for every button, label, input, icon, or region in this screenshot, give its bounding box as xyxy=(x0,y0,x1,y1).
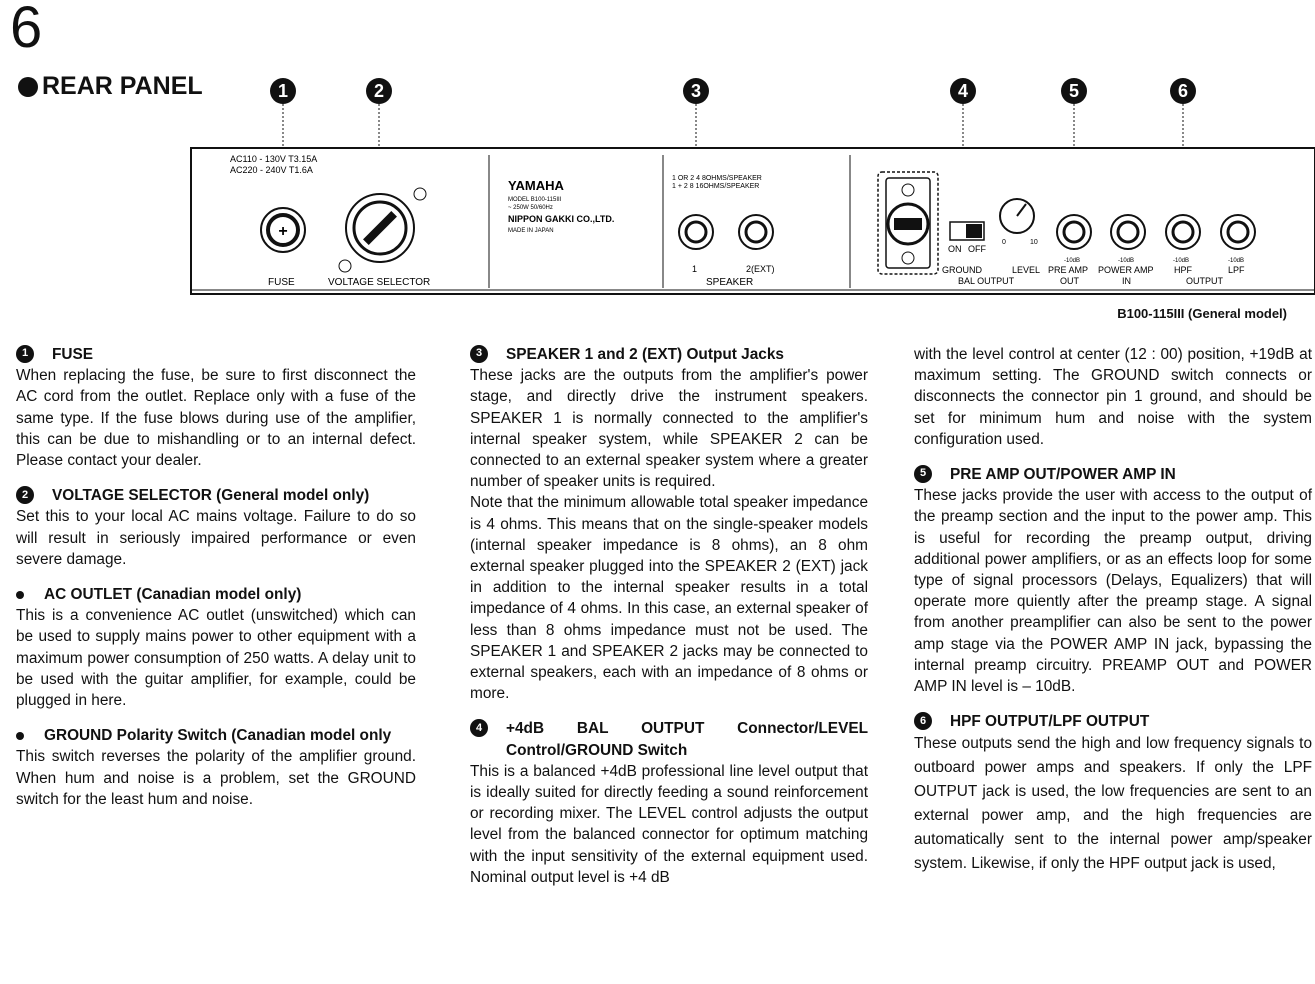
off-label: OFF xyxy=(968,244,986,254)
callout-3: 3 xyxy=(683,78,709,104)
section-preamp xyxy=(914,464,1312,697)
callout-2: 2 xyxy=(366,78,392,104)
power-small: ~ 250W 50/60Hz xyxy=(508,205,553,211)
jack-level-3: -10dB xyxy=(1173,258,1190,264)
fuse-body: When replacing the fuse, be sure to first disconnect the AC cord from the outlet. Replace only with a fuse of the same type. If the fuse blows during use of the amplifier, this can be due to mishandling or to an internal defect. Please contact your dealer. xyxy=(16,367,416,470)
fuse-number-icon: 1 xyxy=(16,345,34,363)
section-ground-polarity xyxy=(16,725,416,810)
section-fuse xyxy=(16,344,416,471)
knob-max: 10 xyxy=(1030,239,1038,246)
column-2 xyxy=(470,344,868,902)
preamp-body: These jacks provide the user with access to the output of the preamp section and the input to the power amp. This is useful for recording the preamp output, driving additional power amplifiers, or as an effects loop for some type of signal processors (Delays, Equalizers) that will operate more quiently after the preamp stage. A signal from another preamplifier can also be sent to the power amp stage via the POWER AMP IN jack, bypassing the internal preamp circuitry. PREAMP OUT and POWER AMP IN level is – 10dB. xyxy=(914,487,1312,696)
speaker-jack-1-label: 1 xyxy=(692,264,698,274)
on-label: ON xyxy=(948,244,962,254)
power-amp-label: POWER AMP xyxy=(1098,265,1154,275)
bal-output-number-icon: 4 xyxy=(470,719,488,737)
speaker-note-1: 1 OR 2 4 8OHMS/SPEAKER xyxy=(672,175,762,182)
made-in: MADE IN JAPAN xyxy=(508,228,554,234)
ac-outlet-bullet-icon xyxy=(16,591,24,599)
jack-level-2: -10dB xyxy=(1118,258,1135,264)
section-speaker xyxy=(470,344,868,704)
bal-output-body: This is a balanced +4dB professional line level output that is ideally suited for directly feeding a sound reinforcement or recording mixer. The LEVEL control adjusts the output level from the balanced connector for optimum matching with the input sensitivity of the external equipment used. Nominal output level is +4 dB xyxy=(470,762,868,886)
hpf-body: These outputs send the high and low frequency signals to outboard power amps and speakers. If only the LPF OUTPUT jack is used, the low frequencies are sent to an external power amp, and the high frequencies are automatically sent to the internal power amp/speaker system. Likewise, if only the HPF output jack is used, xyxy=(914,735,1312,873)
speaker-body-2: Note that the minimum allowable total speaker impedance is 4 ohms. This means that on the single-speaker models (internal speaker impedance is 8 ohms), an 8 ohm external speaker plugged into the SPEAKER 2 (EXT) jack in addition to the internal speaker results in a total impedance of 4 ohms. In this case, an external speaker of less than 8 ohms impedance must not be used. The SPEAKER 1 and SPEAKER 2 jacks may be connected to external speakers, each with an impedance of 8 ohms or more. xyxy=(470,494,868,703)
section-ac-outlet xyxy=(16,584,416,711)
speaker-note-2: 1 + 2 8 16OHMS/SPEAKER xyxy=(672,183,760,190)
in-label: IN xyxy=(1122,276,1131,286)
voltage-line-2: AC220 - 240V T1.6A xyxy=(230,165,313,175)
ac-outlet-body: This is a convenience AC outlet (unswitched) which can be used to supply mains power to other equipment with a maximum power consumption of 250 watts. A delay unit to be used with the guitar amplifier, for example, could be plugged in here. xyxy=(16,607,416,710)
voltage-line-1: AC110 - 130V T3.15A xyxy=(230,154,318,164)
ground-label: GROUND xyxy=(942,265,982,275)
fuse-label: FUSE xyxy=(268,277,295,288)
hpf-number-icon: 6 xyxy=(914,712,932,730)
maker-label: NIPPON GAKKI CO.,LTD. xyxy=(508,214,615,224)
section-bal-output-continued xyxy=(914,344,1312,450)
column-1 xyxy=(16,344,416,824)
model-label: B100-115III (General model) xyxy=(1117,306,1287,321)
page-number: 6 xyxy=(10,0,41,60)
callout-6: 6 xyxy=(1170,78,1196,104)
section-voltage xyxy=(16,485,416,570)
svg-text:+: + xyxy=(278,223,288,240)
voltage-selector-label: VOLTAGE SELECTOR xyxy=(328,277,431,288)
bal-output-continued: with the level control at center (12 : 00) position, +19dB at maximum setting. The GROUND switch connects or disconnects the connector pin 1 ground, and should be set for minimum hum and noise with the system configuration used. xyxy=(914,346,1312,448)
ground-polarity-body: This switch reverses the polarity of the amplifier ground. When hum and noise is a problem, set the GROUND switch for the least hum and noise. xyxy=(16,748,416,808)
callout-5: 5 xyxy=(1061,78,1087,104)
output-label: OUTPUT xyxy=(1186,276,1223,286)
level-label: LEVEL xyxy=(1012,265,1041,275)
callout-1: 1 xyxy=(270,78,296,104)
preamp-number-icon: 5 xyxy=(914,465,932,483)
jack-level-4: -10dB xyxy=(1228,258,1245,264)
speaker-body: These jacks are the outputs from the amplifier's power stage, and directly drive the instrument speakers. SPEAKER 1 is normally connected to the amplifier's internal speaker system, while SPEAKER 2 can be connected to an external speaker system where a greater number of speaker units is required. xyxy=(470,367,868,491)
speaker-label: SPEAKER xyxy=(706,277,754,288)
ground-polarity-bullet-icon xyxy=(16,732,24,740)
callout-4: 4 xyxy=(950,78,976,104)
section-hpf xyxy=(914,711,1312,876)
ac-outlet-heading: AC OUTLET (Canadian model only) xyxy=(44,586,302,604)
column-3 xyxy=(914,344,1312,890)
fuse-heading: FUSE xyxy=(52,346,94,363)
hpf-heading: HPF OUTPUT/LPF OUTPUT xyxy=(950,713,1150,731)
jack-level-1: -10dB xyxy=(1064,258,1081,264)
out-label: OUT xyxy=(1060,276,1079,286)
voltage-heading: VOLTAGE SELECTOR (General model only) xyxy=(52,487,370,505)
voltage-body: Set this to your local AC mains voltage. Failure to do so will result in seriously impaired performance or even severe damage. xyxy=(16,508,416,568)
knob-min: 0 xyxy=(1002,239,1006,246)
section-bal-output xyxy=(470,718,868,888)
bal-output-label: BAL OUTPUT xyxy=(958,276,1015,286)
rear-panel-diagram xyxy=(0,0,1315,330)
ground-polarity-heading: GROUND Polarity Switch (Canadian model only xyxy=(44,727,392,745)
speaker-heading: SPEAKER 1 and 2 (EXT) Output Jacks xyxy=(506,346,784,363)
speaker-number-icon: 3 xyxy=(470,345,488,363)
pre-amp-label: PRE AMP xyxy=(1048,265,1089,275)
model-small: MODEL B100-115III xyxy=(508,197,562,203)
lpf-label: LPF xyxy=(1228,265,1245,275)
section-title-text: REAR PANEL xyxy=(42,72,203,100)
brand-label: YAMAHA xyxy=(508,178,564,193)
speaker-jack-2-label: 2(EXT) xyxy=(746,264,775,274)
voltage-number-icon: 2 xyxy=(16,486,34,504)
preamp-heading: PRE AMP OUT/POWER AMP IN xyxy=(950,466,1176,484)
hpf-label: HPF xyxy=(1174,265,1192,275)
bal-output-heading: +4dB BAL OUTPUT Connector/LEVEL Control/GROUND Switch xyxy=(506,720,868,759)
